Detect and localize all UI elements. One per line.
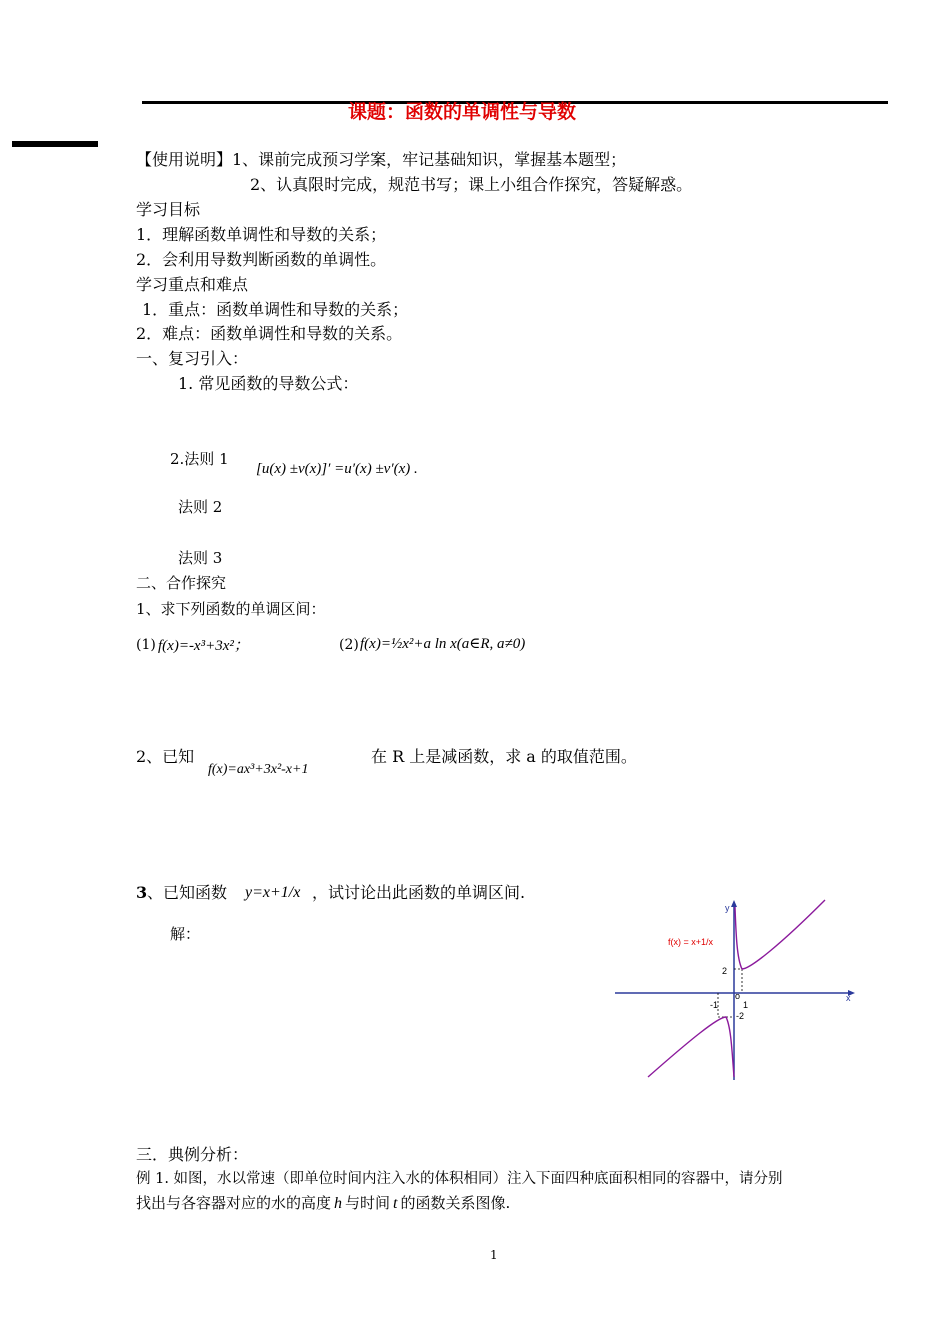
example-1-text-a: 找出与各容器对应的水的高度: [136, 1194, 332, 1212]
q1-part1-number: (1): [136, 637, 156, 653]
example-1-var-h: h: [334, 1195, 343, 1212]
tick-label-neg2: -2: [736, 1011, 745, 1021]
curve-positive-branch: [735, 900, 825, 969]
q3-number: 3: [136, 883, 148, 902]
solution-label: 解：: [170, 925, 201, 943]
q1-part1-formula: f(x)=-x³+3x²；: [158, 638, 249, 654]
tick-label-2: 2: [722, 966, 728, 976]
page-number: 1: [490, 1248, 498, 1262]
keypoints-heading: 学习重点和难点: [136, 275, 249, 294]
y-axis-arrow: [731, 900, 737, 907]
curve-negative-branch: [648, 1017, 734, 1077]
goal-item-1: 1．理解函数单调性和导数的关系；: [136, 225, 387, 244]
rule-2-label: 法则 2: [178, 498, 223, 516]
q2-prefix: 2、已知: [136, 747, 195, 766]
example-1-line-1: 例 1. 如图，水以常速（即单位时间内注入水的体积相同）注入下面四种底面积相同的容器中，请分别: [136, 1171, 783, 1187]
question-1: 1、求下列函数的单调区间：: [136, 600, 326, 618]
q3-suffix: ，试讨论出此函数的单调区间.: [312, 883, 526, 902]
q2-suffix: 在 R 上是减函数，求 a 的取值范围。: [371, 747, 637, 766]
rule-3-label: 法则 3: [178, 549, 223, 567]
goal-item-2: 2．会利用导数判断函数的单调性。: [136, 250, 387, 269]
example-1-text-c: 的函数关系图像.: [400, 1194, 511, 1212]
example-1-text-b: 与时间: [345, 1194, 391, 1212]
margin-mark: [12, 141, 98, 147]
x-axis-label: x: [846, 993, 851, 1003]
rule-1-label: 2.法则 1: [170, 450, 229, 468]
page-title: 课题：函数的单调性与导数: [348, 101, 577, 123]
keypoint-item-1: 1．重点：函数单调性和导数的关系；: [142, 300, 409, 319]
graph-legend: f(x) = x+1/x: [668, 937, 714, 947]
review-heading: 一、复习引入：: [136, 349, 249, 368]
example-1-line-2: [136, 1194, 510, 1213]
rule-1-formula: [u(x) ±v(x)]′ =u′(x) ±v′(x) .: [256, 461, 418, 477]
q2-formula: f(x)=ax³+3x²-x+1: [208, 762, 309, 777]
goals-heading: 学习目标: [136, 200, 201, 219]
example-1-var-t: t: [393, 1195, 398, 1212]
q1-part2-formula: f(x)=½x²+a ln x(a∈R, a≠0): [360, 636, 526, 652]
usage-line-2: 2、认真限时完成，规范书写；课上小组合作探究，答疑解惑。: [250, 175, 693, 194]
tick-label-origin: o: [735, 991, 741, 1001]
examples-heading: 三．典例分析：: [136, 1145, 249, 1164]
usage-line-1: 【使用说明】1、课前完成预习学案，牢记基础知识，掌握基本题型；: [136, 150, 627, 169]
q1-part2-number: (2): [339, 637, 359, 653]
tick-label-neg1: -1: [710, 1000, 719, 1010]
function-graph: [610, 895, 860, 1085]
y-axis-label: y: [725, 903, 730, 913]
q3-formula: y=x+1/x: [245, 884, 301, 901]
q3-prefix: 、已知函数: [147, 883, 228, 902]
tick-label-1: 1: [743, 1000, 749, 1010]
review-item-1: 1. 常见函数的导数公式：: [178, 374, 359, 393]
keypoint-item-2: 2．难点：函数单调性和导数的关系。: [136, 324, 403, 343]
explore-heading: 二、合作探究: [136, 574, 227, 592]
